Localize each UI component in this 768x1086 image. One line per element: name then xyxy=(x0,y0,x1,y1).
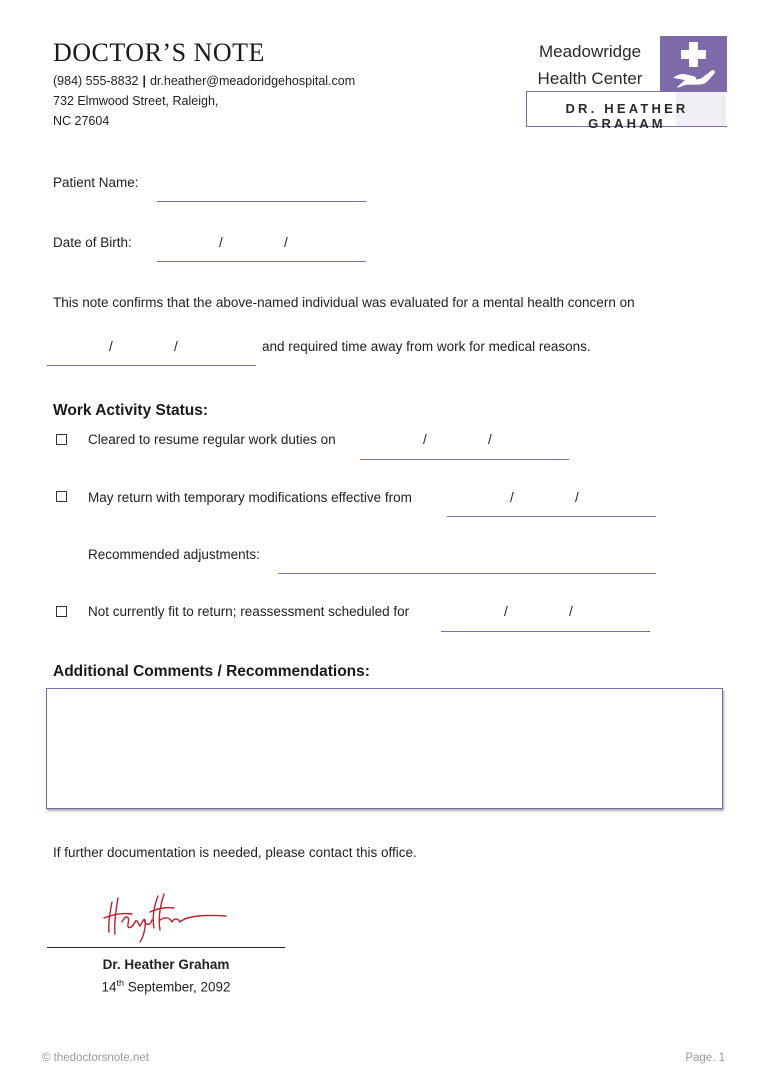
clinic-name-line-1: Meadowridge xyxy=(538,42,642,61)
clinic-logo xyxy=(660,36,727,91)
clinic-name xyxy=(520,38,660,92)
not-fit-option-label: Not currently fit to return; reassessment scheduled for xyxy=(88,604,410,619)
adjustments-field[interactable] xyxy=(278,573,656,574)
modified-date-separator-1: / xyxy=(510,490,514,505)
eval-date-separator-1: / xyxy=(109,339,113,354)
dob-field[interactable] xyxy=(157,261,366,262)
document-title: DOCTOR’S NOTE xyxy=(53,38,265,67)
dob-separator-1: / xyxy=(219,235,223,250)
signature-date-rest: September, 2092 xyxy=(123,979,231,995)
dob-separator-2: / xyxy=(284,235,288,250)
signature-line xyxy=(47,947,285,948)
closing-contact-text: If further documentation is needed, please contact this office. xyxy=(53,845,417,860)
signer-name: Dr. Heather Graham xyxy=(102,957,230,972)
doctor-name-tab-label: DR. HEATHER GRAHAM xyxy=(565,101,689,131)
cleared-date-separator-1: / xyxy=(423,432,427,447)
adjustments-label: Recommended adjustments: xyxy=(88,547,260,562)
clinic-name-line-2: Health Center xyxy=(537,69,643,88)
signature-date xyxy=(47,978,285,995)
address-line-2: NC 27604 xyxy=(53,114,110,128)
contact-block xyxy=(53,71,355,131)
cleared-checkbox[interactable] xyxy=(56,434,67,445)
contact-email: dr.heather@meadoridgehospital.com xyxy=(149,74,356,88)
patient-name-field[interactable] xyxy=(157,201,366,202)
evaluation-date-field[interactable] xyxy=(47,365,256,366)
signature-date-suffix: th xyxy=(116,978,124,988)
cleared-option-label: Cleared to resume regular work duties on xyxy=(88,432,336,447)
modified-option-label: May return with temporary modifications effective from xyxy=(88,490,412,505)
confirmation-tail: and required time away from work for medical reasons. xyxy=(262,339,591,354)
eval-date-separator-2: / xyxy=(174,339,178,354)
reassessment-date-separator-1: / xyxy=(504,604,508,619)
cleared-date-separator-2: / xyxy=(488,432,492,447)
modified-date-field[interactable] xyxy=(447,516,656,517)
modified-date-separator-2: / xyxy=(575,490,579,505)
footer-copyright: © thedoctorsnote.net xyxy=(42,1052,149,1064)
modified-checkbox[interactable] xyxy=(56,491,67,502)
comments-textarea[interactable] xyxy=(46,688,723,809)
handwritten-signature xyxy=(100,892,230,944)
contact-phone: (984) 555-8832 xyxy=(53,74,139,88)
not-fit-checkbox[interactable] xyxy=(56,606,67,617)
reassessment-date-field[interactable] xyxy=(441,631,650,632)
reassessment-date-separator-2: / xyxy=(569,604,573,619)
contact-separator: | xyxy=(142,74,146,88)
contact-phone-email-row xyxy=(53,71,355,91)
address-line-1: 732 Elmwood Street, Raleigh, xyxy=(53,94,219,108)
dob-label: Date of Birth: xyxy=(53,235,132,250)
comments-heading: Additional Comments / Recommendations: xyxy=(53,663,370,680)
doctor-name-tab xyxy=(526,91,727,131)
hand-with-medical-cross-icon xyxy=(660,36,727,91)
cleared-date-field[interactable] xyxy=(360,459,569,460)
confirmation-text: This note confirms that the above-named individual was evaluated for a mental health concern on xyxy=(53,295,635,310)
footer-page-number: Page. 1 xyxy=(685,1052,725,1064)
patient-name-label: Patient Name: xyxy=(53,175,139,190)
signature-date-day: 14 xyxy=(101,979,117,995)
work-status-heading: Work Activity Status: xyxy=(53,402,209,419)
